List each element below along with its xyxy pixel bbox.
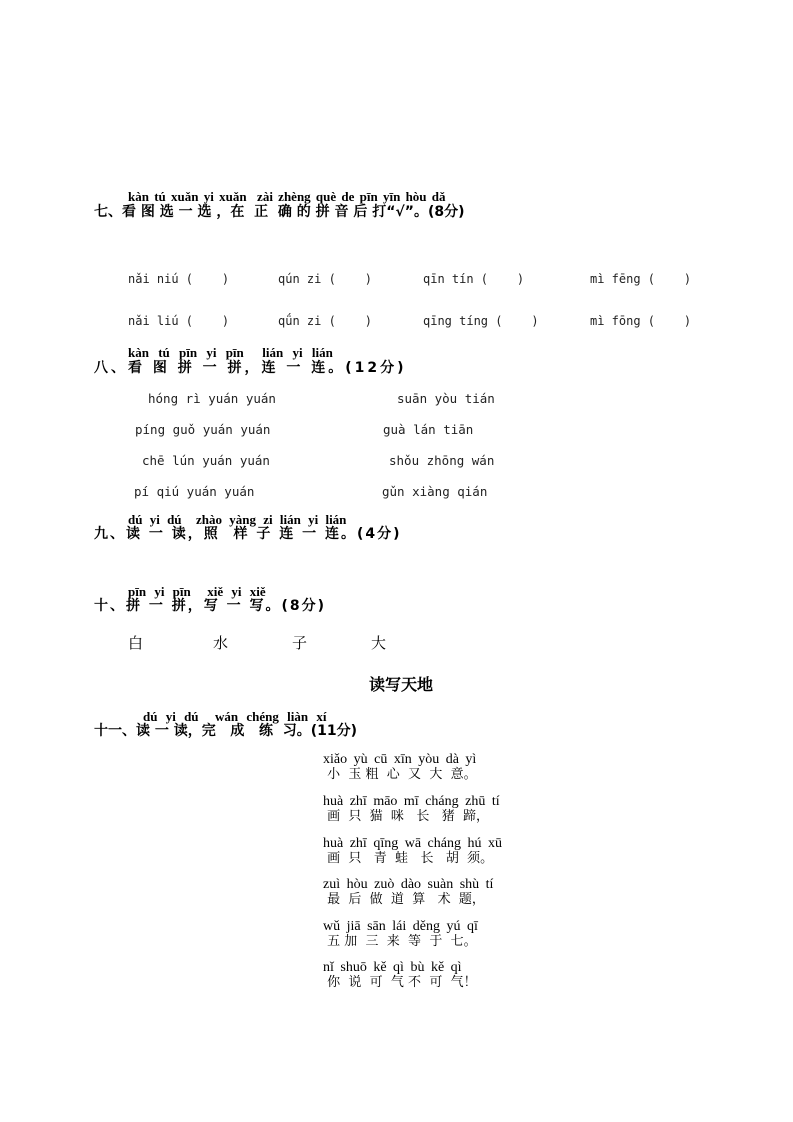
- q7-pinyin: kàn tú xuǎn yi xuǎn zài zhèng què de pīn yīn hòu dǎ: [128, 189, 446, 204]
- q8-left-item[interactable]: chē lún yuán yuán: [142, 453, 270, 468]
- poem-line: 五 加 三 来 等 于 七。: [323, 934, 477, 949]
- q9-heading: 九、读 一 读，照 样 子 连 一 连。(4分): [94, 526, 402, 542]
- q8-left-item[interactable]: píng guǒ yuán yuán: [135, 422, 271, 437]
- poem-pinyin: huà zhī māo mī cháng zhū tí: [323, 794, 500, 809]
- section-title: 读写天地: [369, 675, 434, 694]
- poem-line: 小 玉 粗 心 又 大 意。: [323, 767, 477, 782]
- q9-pinyin: dú yi dú zhào yàng zi lián yi lián: [128, 512, 347, 527]
- q7-option[interactable]: qún zi ( ): [278, 272, 372, 286]
- q10-char: 水: [213, 634, 229, 652]
- q7-option[interactable]: qīn tín ( ): [423, 272, 525, 286]
- poem-line: 最 后 做 道 算 术 题，: [323, 892, 485, 907]
- q7-option[interactable]: nǎi liú ( ): [128, 314, 230, 328]
- q11-heading: 十一、读 一 读，完 成 练 习。(11分): [94, 723, 358, 739]
- q10-char: 子: [292, 634, 308, 652]
- poem-pinyin: xiǎo yù cū xīn yòu dà yì: [323, 752, 477, 767]
- poem-line: 你 说 可 气 不 可 气！: [323, 975, 477, 990]
- q7-option[interactable]: mì fēng ( ): [590, 272, 692, 286]
- q10-pinyin: pīn yi pīn xiě yi xiě: [128, 584, 266, 599]
- q7-option[interactable]: nǎi niú ( ): [128, 272, 230, 286]
- poem-pinyin: wǔ jiā sān lái děng yú qī: [323, 919, 478, 934]
- q10-char: 白: [128, 634, 144, 652]
- q10-char: 大: [371, 634, 387, 652]
- q8-heading: 八、看 图 拼 一 拼，连 一 连。(12分): [94, 360, 407, 376]
- q8-right-item[interactable]: guà lán tiān: [383, 422, 474, 437]
- q8-right-item[interactable]: shǒu zhōng wán: [389, 453, 495, 468]
- poem-pinyin: huà zhī qīng wā cháng hú xū: [323, 836, 502, 851]
- q7-option[interactable]: mì fōng ( ): [590, 314, 692, 328]
- q10-heading: 十、拼 一 拼，写 一 写。(8分): [94, 598, 327, 614]
- q8-pinyin: kàn tú pīn yi pīn lián yi lián: [128, 345, 333, 360]
- q7-option[interactable]: qīng tíng ( ): [423, 314, 539, 328]
- q8-right-item[interactable]: gǔn xiàng qián: [382, 484, 488, 499]
- q8-left-item[interactable]: hóng rì yuán yuán: [148, 391, 276, 406]
- poem-pinyin: zuì hòu zuò dào suàn shù tí: [323, 877, 494, 892]
- q8-left-item[interactable]: pí qiú yuán yuán: [134, 484, 255, 499]
- poem-line: 画 只 猫 咪 长 猪 蹄，: [323, 809, 489, 824]
- q7-option[interactable]: qǘn zi ( ): [278, 314, 372, 328]
- q11-pinyin: dú yi dú wán chéng liàn xí: [143, 709, 327, 724]
- poem-line: 画 只 青 蛙 长 胡 须。: [323, 851, 494, 866]
- q8-right-item[interactable]: suān yòu tián: [397, 391, 495, 406]
- q7-heading: 七、看 图 选 一 选 ，在 正 确 的 拼 音 后 打“√”。(8分): [94, 204, 465, 220]
- poem-pinyin: nǐ shuō kě qì bù kě qì: [323, 960, 462, 975]
